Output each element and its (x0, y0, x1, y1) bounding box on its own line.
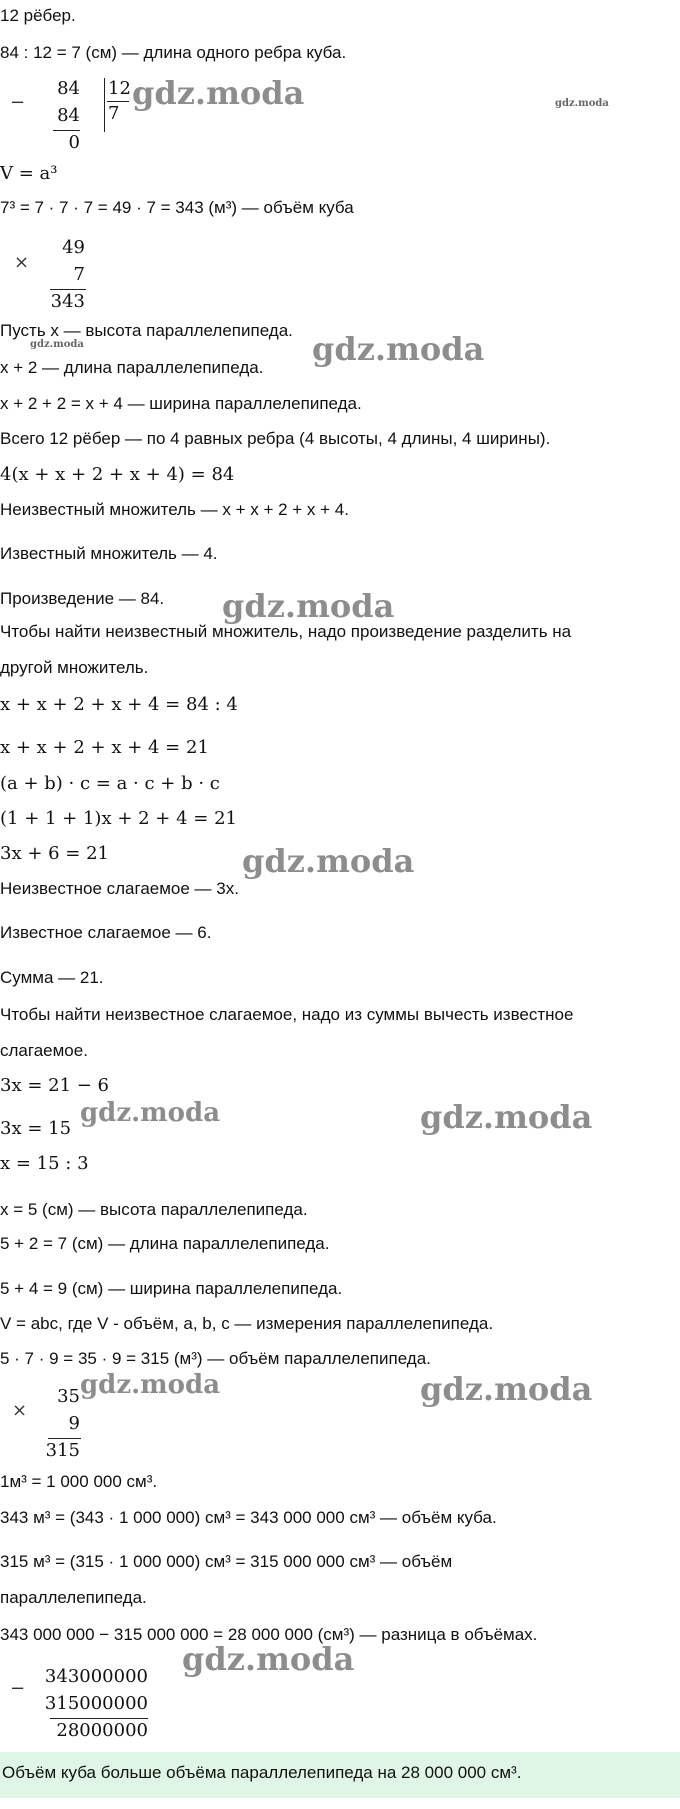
text-line: Сумма — 21. (0, 968, 104, 987)
text-line: 5 + 4 = 9 (см) — ширина параллелепипеда. (0, 1279, 343, 1298)
formula-line: (a + b) · c = a · c + b · c (0, 773, 220, 794)
answer-highlight (0, 1752, 680, 1798)
text-line: 315 м³ = (315 · 1 000 000) см³ = 315 000 000 см³ — объём (0, 1552, 453, 1571)
text-line: Известное слагаемое — 6. (0, 923, 212, 942)
watermark-text: gdz.moda (80, 1370, 221, 1400)
minus-sign: − (10, 1678, 26, 1699)
watermark-text: gdz.moda (30, 339, 84, 350)
text-line: Чтобы найти неизвестное слагаемое, надо из суммы вычесть известное (0, 1005, 574, 1024)
text-line: 5 + 2 = 7 (см) — длина параллелепипеда. (0, 1234, 330, 1253)
watermark-text: gdz.moda (80, 1098, 221, 1128)
times-sign: × (12, 1400, 28, 1421)
watermark-text: gdz.moda (222, 587, 395, 625)
text-line: 1м³ = 1 000 000 см³. (0, 1472, 158, 1491)
text-line: 84 : 12 = 7 (см) — длина одного ребра куба. (0, 43, 347, 62)
watermark-text: gdz.moda (555, 98, 609, 109)
text-line: Чтобы найти неизвестный множитель, надо произведение разделить на (0, 622, 572, 641)
text-line: слагаемое. (0, 1041, 88, 1060)
text-line: V = abc, где V - объём, a, b, c — измерения параллелепипеда. (0, 1314, 494, 1333)
text-line: Неизвестное слагаемое — 3x. (0, 879, 239, 898)
answer-text: Объём куба больше объёма параллелепипеда на 28 000 000 см³. (2, 1763, 522, 1782)
formula-line: x = 15 : 3 (0, 1153, 89, 1174)
division-bar (104, 78, 105, 132)
subtrahend: 84 (57, 105, 80, 126)
remainder: 0 (68, 132, 80, 153)
quotient: 7 (108, 103, 120, 124)
difference: 28000000 (56, 1720, 148, 1741)
text-line: 343 м³ = (343 · 1 000 000) см³ = 343 000 000 см³ — объём куба. (0, 1508, 497, 1527)
formula-line: x + x + 2 + x + 4 = 84 : 4 (0, 694, 238, 715)
subtrahend: 315000000 (44, 1693, 148, 1714)
formula-line: 3x = 15 (0, 1118, 72, 1139)
watermark-text: gdz.moda (420, 1370, 593, 1408)
factor-b: 7 (73, 264, 85, 285)
factor-b: 9 (68, 1413, 80, 1434)
factor-a: 35 (57, 1386, 80, 1407)
formula-line: 3x + 6 = 21 (0, 843, 110, 864)
watermark-text: gdz.moda (312, 330, 485, 368)
text-line: Произведение — 84. (0, 589, 165, 608)
text-line: 343 000 000 − 315 000 000 = 28 000 000 (см³) — разница в объёмах. (0, 1625, 538, 1644)
watermark-text: gdz.moda (242, 842, 415, 880)
text-line: x = 5 (см) — высота параллелепипеда. (0, 1200, 308, 1219)
text-line: Неизвестный множитель — x + x + 2 + x + 4. (0, 500, 349, 519)
formula-line: 4(x + x + 2 + x + 4) = 84 (0, 464, 235, 485)
minus-sign: − (10, 92, 26, 113)
formula-line: 3x = 21 − 6 (0, 1075, 110, 1096)
formula-line: (1 + 1 + 1)x + 2 + 4 = 21 (0, 808, 237, 829)
text-line: x + 2 + 2 = x + 4 — ширина параллелепипеда. (0, 394, 362, 413)
times-sign: × (14, 252, 30, 273)
text-line: Известный множитель — 4. (0, 544, 218, 563)
text-line: 12 рёбер. (0, 6, 76, 25)
formula-line: x + x + 2 + x + 4 = 21 (0, 737, 209, 758)
watermark-text: gdz.moda (132, 74, 305, 112)
watermark-text: gdz.moda (420, 1098, 593, 1136)
text-line: другой множитель. (0, 658, 149, 677)
product: 315 (45, 1440, 80, 1461)
text-line: Всего 12 рёбер — по 4 равных ребра (4 высоты, 4 длины, 4 ширины). (0, 429, 551, 448)
factor-a: 49 (62, 237, 85, 258)
text-line: 7³ = 7 · 7 · 7 = 49 · 7 = 343 (м³) — объём куба (0, 198, 354, 217)
formula-line: V = a³ (0, 163, 58, 184)
watermark-text: gdz.moda (182, 1640, 355, 1678)
dividend: 84 (57, 78, 80, 99)
text-line: параллелепипеда. (0, 1588, 147, 1607)
product: 343 (50, 291, 85, 312)
text-line: Пусть x — высота параллелепипеда. (0, 321, 293, 340)
minuend: 343000000 (44, 1666, 148, 1687)
text-line: x + 2 — длина параллелепипеда. (0, 358, 264, 377)
text-line: 5 · 7 · 9 = 35 · 9 = 315 (м³) — объём параллелепипеда. (0, 1349, 431, 1368)
divisor: 12 (108, 78, 131, 99)
